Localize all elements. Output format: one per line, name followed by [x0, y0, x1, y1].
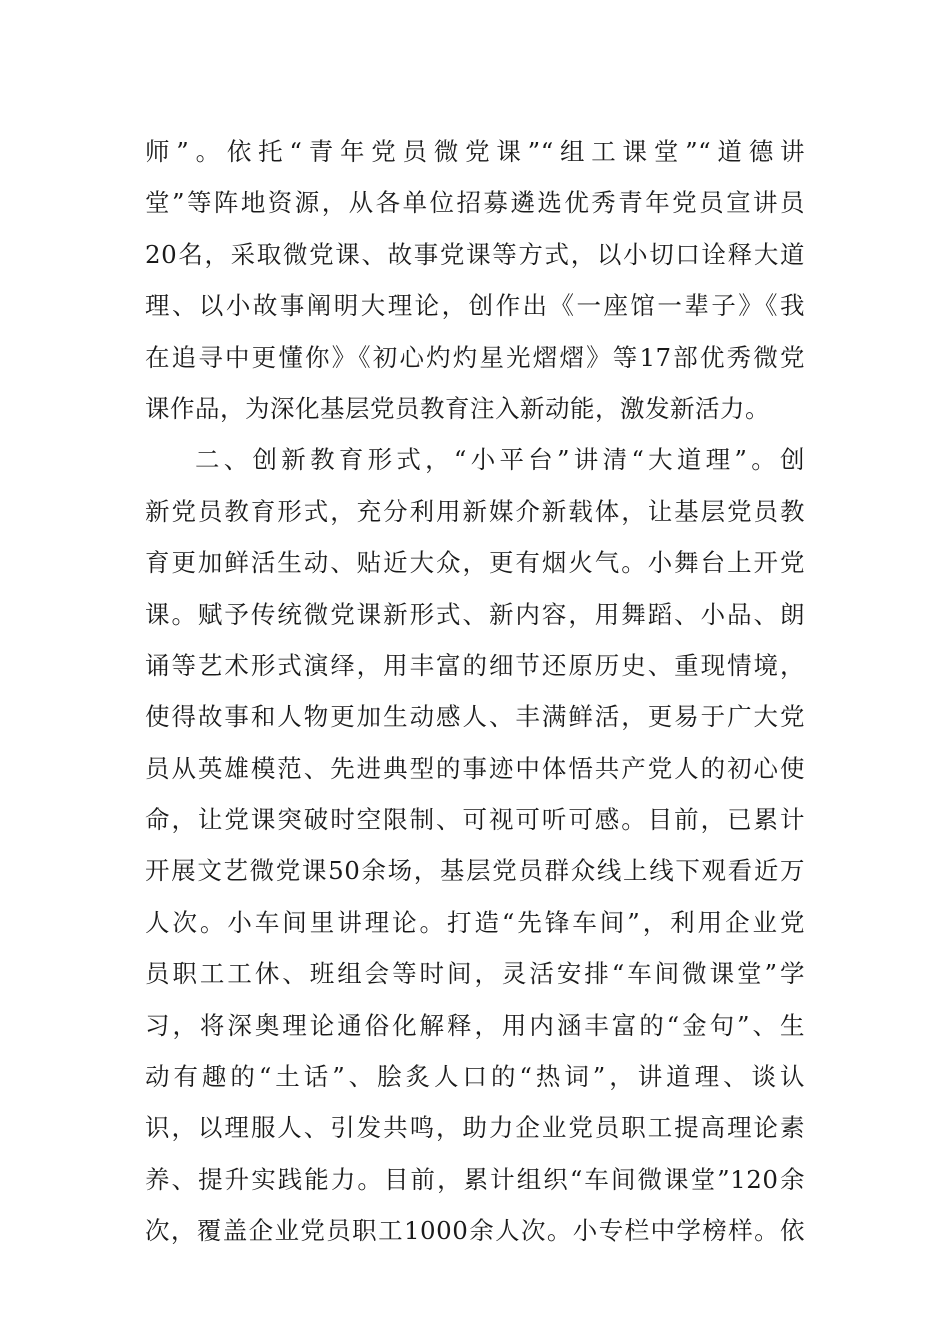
text-line: 理、以小故事阐明大理论，创作出《一座馆一辈子》《我 [145, 291, 805, 321]
text-line: 堂”等阵地资源，从各单位招募遴选优秀青年党员宣讲员 [145, 188, 805, 218]
text-line: 命，让党课突破时空限制、可视可听可感。目前，已累计 [145, 805, 805, 835]
text-line: 习，将深奥理论通俗化解释，用内涵丰富的“金句”、生 [145, 1010, 805, 1040]
text-line: 开展文艺微党课50余场，基层党员群众线上线下观看近万 [145, 856, 805, 886]
text-line: 人次。小车间里讲理论。打造“先锋车间”，利用企业党 [145, 907, 805, 937]
text-line: 员职工工休、班组会等时间，灵活安排“车间微课堂”学 [145, 959, 805, 989]
text-line: 师”。依托“青年党员微党课”“组工课堂”“道德讲 [145, 137, 805, 166]
text-line: 识，以理服人、引发共鸣，助力企业党员职工提高理论素 [145, 1113, 805, 1143]
text-line: 课。赋予传统微党课新形式、新内容，用舞蹈、小品、朗 [145, 599, 805, 629]
text-line: 动有趣的“土话”、脍炙人口的“热词”，讲道理、谈认 [145, 1062, 805, 1092]
text-line: 课作品，为深化基层党员教育注入新动能，激发新活力。 [145, 393, 770, 423]
text-line: 在追寻中更懂你》《初心灼灼星光熠熠》等17部优秀微党 [145, 342, 805, 372]
text-line: 育更加鲜活生动、贴近大众，更有烟火气。小舞台上开党 [145, 548, 805, 578]
text-line: 20名，采取微党课、故事党课等方式，以小切口诠释大道 [145, 239, 805, 269]
text-line: 新党员教育形式，充分利用新媒介新载体，让基层党员教 [145, 496, 805, 526]
text-line: 诵等艺术形式演绎，用丰富的细节还原历史、重现情境， [145, 650, 805, 680]
text-line: 次，覆盖企业党员职工1000余人次。小专栏中学榜样。依 [145, 1216, 805, 1246]
text-line: 员从英雄模范、先进典型的事迹中体悟共产党人的初心使 [145, 753, 805, 783]
text-line: 养、提升实践能力。目前，累计组织“车间微课堂”120余 [145, 1164, 805, 1194]
paragraph-heading-line: 二、创新教育形式，“小平台”讲清“大道理”。创 [195, 445, 805, 475]
document-body [145, 126, 805, 1257]
text-line: 使得故事和人物更加生动感人、丰满鲜活，更易于广大党 [145, 702, 805, 732]
